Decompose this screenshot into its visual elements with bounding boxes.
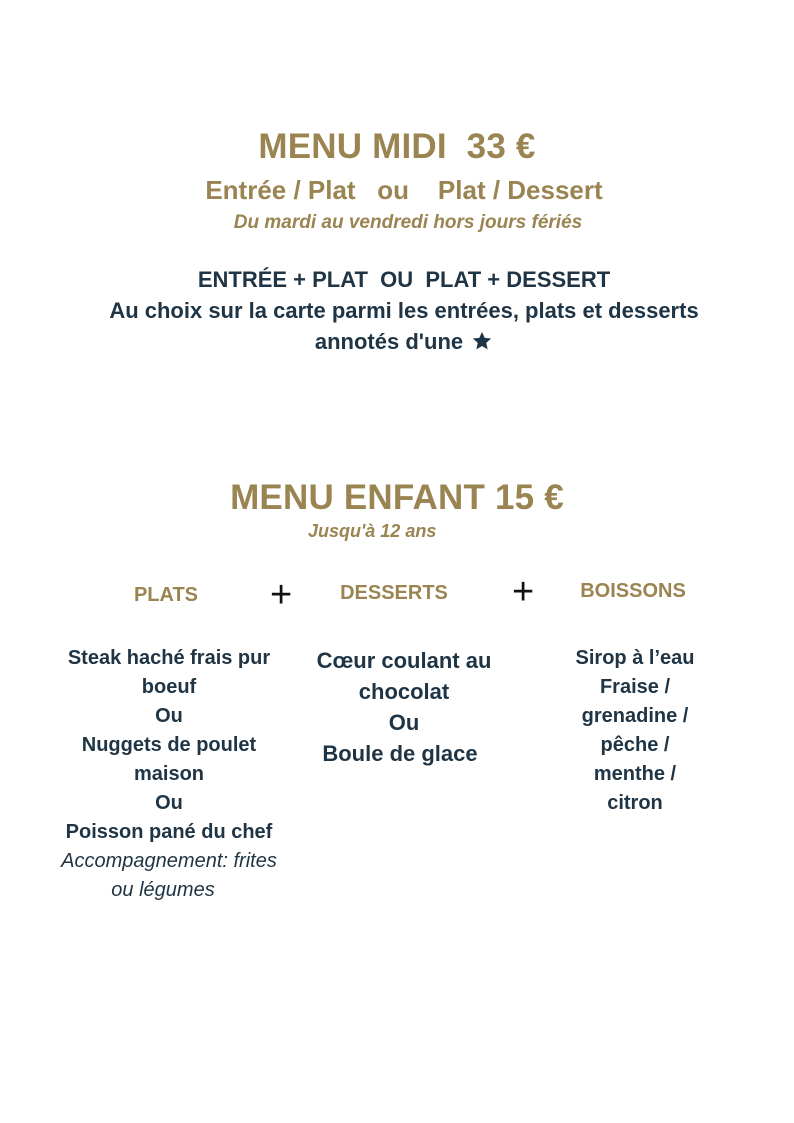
menu-enfant-age-wrap [308,521,436,542]
desserts-line: Cœur coulant au [316,648,492,673]
boissons-column [540,644,730,818]
desserts-line: Ou [388,710,420,735]
desserts-column [298,645,510,769]
boissons-line: citron [607,792,663,814]
menu-enfant-title-wrap [0,478,794,518]
menu-midi-choice-line2: annotés d'une [314,329,464,354]
star-icon [471,329,493,360]
menu-enfant-title: MENU ENFANT 15 € [230,478,564,517]
plats-line: Steak haché frais pur [67,647,271,669]
plats-line: boeuf [141,676,197,698]
menu-midi-availability-wrap [0,212,794,234]
plus-sign-2: + [512,571,535,613]
boissons-heading: BOISSONS [580,580,686,602]
menu-midi-section [0,127,794,167]
desserts-heading: DESSERTS [340,582,448,604]
plats-line: Ou [155,792,183,814]
menu-midi-formula-block [0,264,794,360]
plats-line: Poisson pané du chef [65,821,273,843]
plats-side-line: ou légumes [111,879,215,901]
menu-midi-choice-line1: Au choix sur la carte parmi les entrées, plats et desserts [109,298,699,323]
menu-midi-choice-line2-row [0,326,794,360]
menu-midi-formula: ENTRÉE + PLAT OU PLAT + DESSERT [197,267,611,292]
menu-midi-title: MENU MIDI 33 € [258,127,536,166]
plats-line: Ou [155,705,183,727]
desserts-line: Boule de glace [322,741,478,766]
desserts-line: chocolat [358,679,450,704]
boissons-line: menthe / [593,763,677,785]
plats-column [48,644,290,905]
plus-sign-1: + [270,574,293,616]
menu-midi-subtitle: Entrée / Plat ou Plat / Dessert [205,175,603,205]
menu-midi-availability: Du mardi au vendredi hors jours fériés [233,212,583,233]
plats-heading: PLATS [133,584,199,606]
plats-line: maison [133,763,205,785]
menu-enfant-age-note: Jusqu'à 12 ans [308,521,437,541]
boissons-line: Sirop à l’eau [575,647,695,669]
boissons-line: pêche / [600,734,670,756]
menu-midi-subtitle-wrap [0,175,794,206]
boissons-line: grenadine / [581,705,689,727]
boissons-line: Fraise / [599,676,671,698]
plats-side-line: Accompagnement: frites [61,850,277,872]
plats-line: Nuggets de poulet [81,734,257,756]
